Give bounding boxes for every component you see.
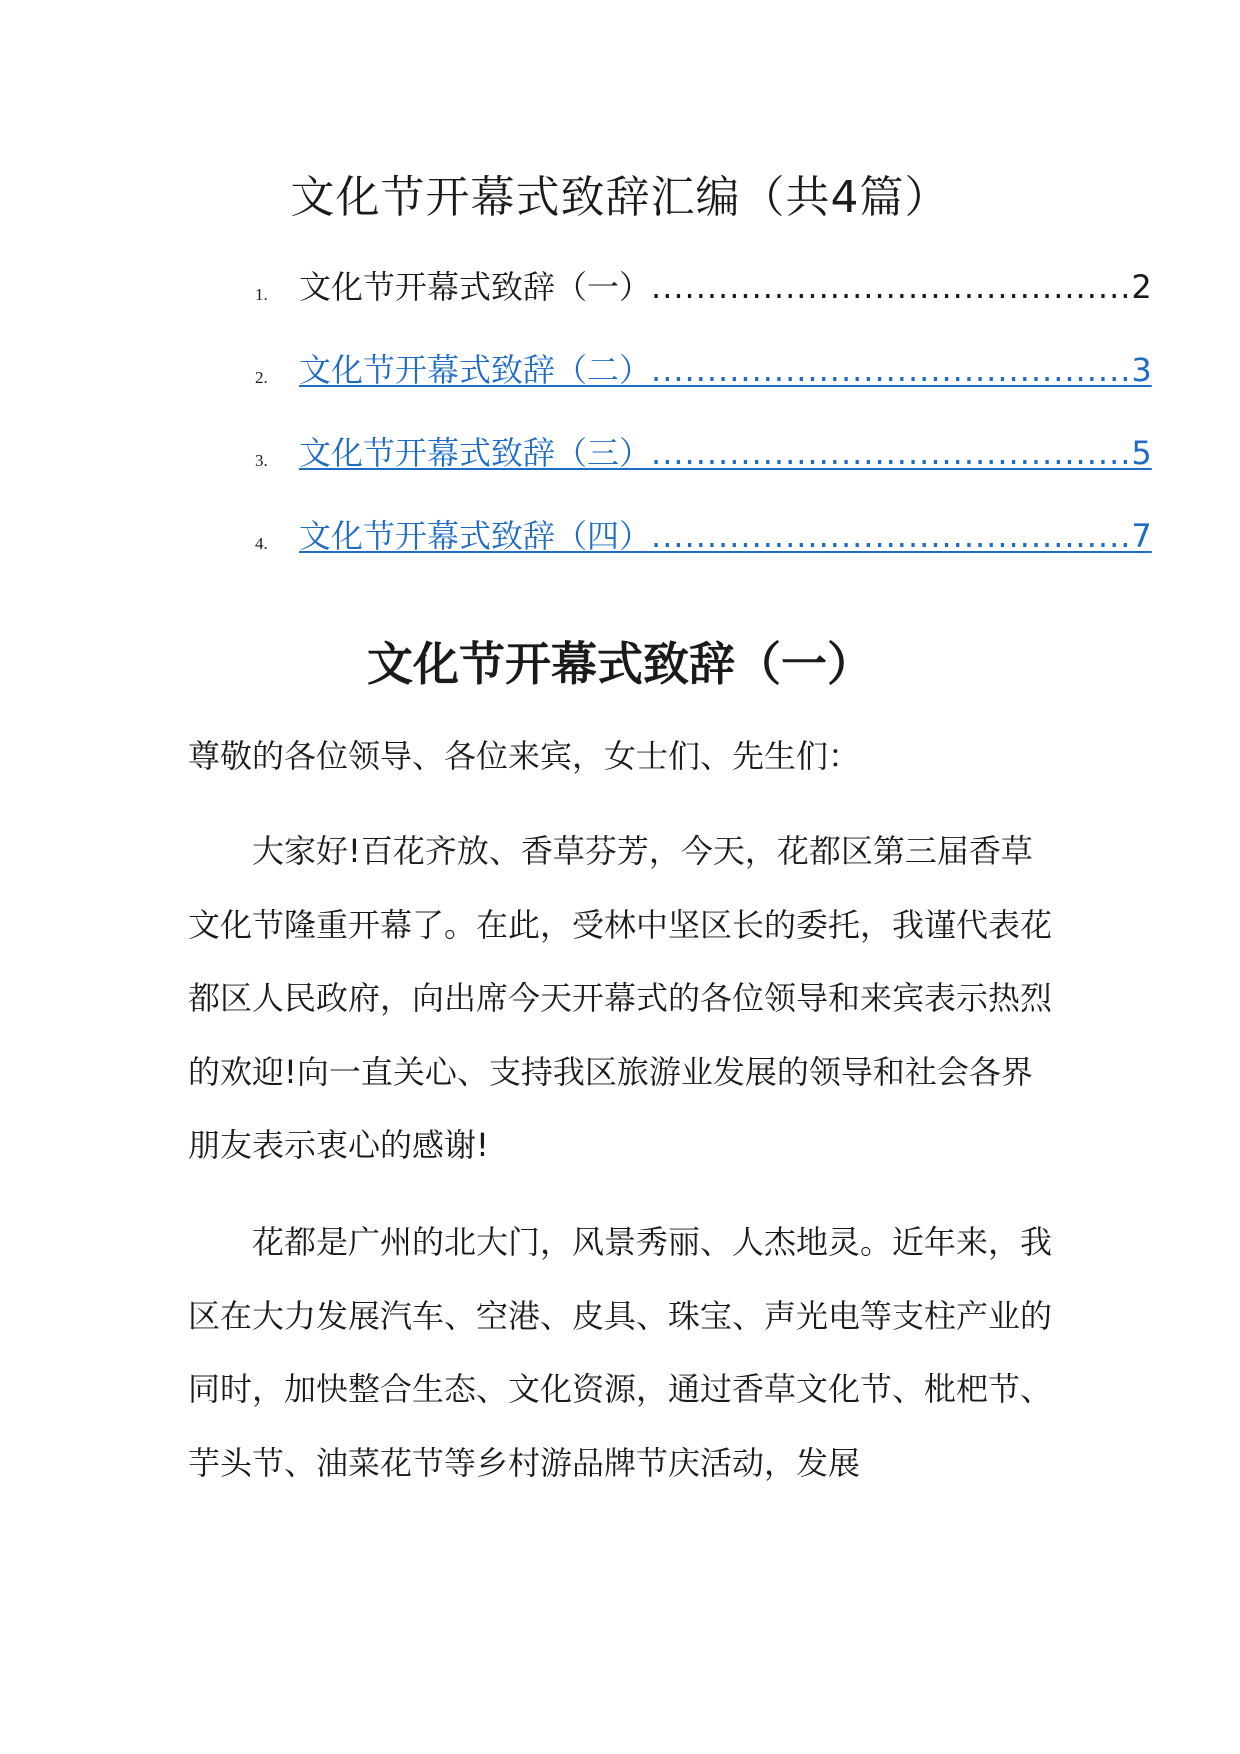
- body-paragraph-1: 大家好!百花齐放、香草芬芳，今天，花都区第三届香草文化节隆重开幕了。在此，受林中坚区长的委托，我谨代表花都区人民政府，向出席今天开幕式的各位领导和来宾表示热烈的欢迎!向一直关心、支持我区旅游业发展的领导和社会各界朋友表示衷心的感谢!: [188, 832, 1053, 1164]
- toc-item-number: 3.: [255, 451, 268, 470]
- toc-link-4[interactable]: [299, 514, 1152, 558]
- toc-item-1: [255, 265, 1152, 315]
- toc-dot-leader: ...........................................: [651, 268, 1132, 306]
- toc-item-4[interactable]: [255, 514, 1152, 564]
- toc-dot-leader[interactable]: ...........................................: [651, 517, 1132, 555]
- body-paragraph-2: 花都是广州的北大门，风景秀丽、人杰地灵。近年来，我区在大力发展汽车、空港、皮具、珠宝、声光电等支柱产业的同时，加快整合生态、文化资源，通过香草文化节、枇杷节、芋头节、油菜花节等乡村游品牌节庆活动，发展: [188, 1223, 1053, 1482]
- toc-item-label[interactable]: 文化节开幕式致辞（三）: [299, 434, 652, 472]
- toc-link-3[interactable]: [299, 431, 1152, 475]
- toc-item-label[interactable]: 文化节开幕式致辞（二）: [299, 351, 652, 389]
- toc-item-number: 4.: [255, 534, 268, 553]
- toc-item-2[interactable]: [255, 348, 1152, 398]
- toc-page-number[interactable]: 5: [1131, 434, 1152, 472]
- toc-link-2[interactable]: [299, 348, 1152, 392]
- toc-entry-1: [299, 265, 1152, 309]
- toc-page-number[interactable]: 7: [1131, 517, 1152, 555]
- toc-item-3[interactable]: [255, 431, 1152, 481]
- document-title: 文化节开幕式致辞汇编（共4篇）: [290, 172, 950, 223]
- toc-item-label: 文化节开幕式致辞（一）: [299, 268, 652, 306]
- toc-page-number[interactable]: 3: [1131, 351, 1152, 389]
- salutation: 尊敬的各位领导、各位来宾，女士们、先生们：: [188, 737, 861, 775]
- toc-page-number: 2: [1131, 268, 1152, 306]
- toc-item-number: 2.: [255, 368, 268, 387]
- toc-item-number: 1.: [255, 285, 268, 304]
- toc-dot-leader[interactable]: ...........................................: [651, 351, 1132, 389]
- toc-item-label[interactable]: 文化节开幕式致辞（四）: [299, 517, 652, 555]
- section-heading: 文化节开幕式致辞（一）: [367, 637, 873, 691]
- toc-dot-leader[interactable]: ...........................................: [651, 434, 1132, 472]
